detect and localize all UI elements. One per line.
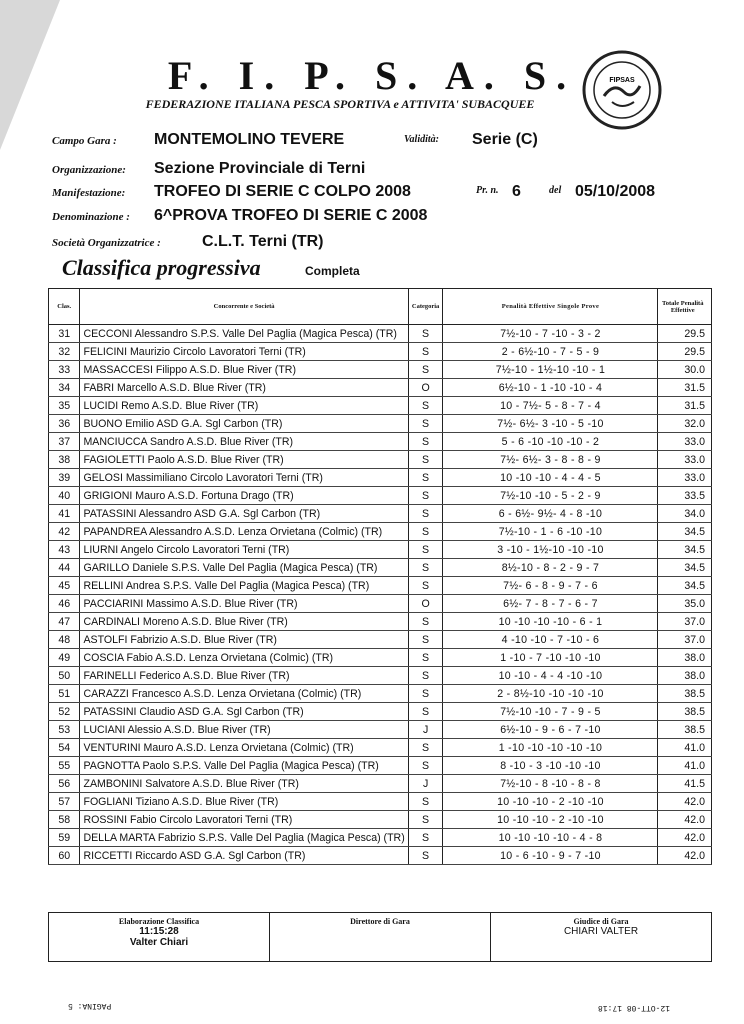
row-totale: 42.0: [658, 829, 712, 847]
row-totale: 38.5: [658, 685, 712, 703]
row-clas: 47: [49, 613, 80, 631]
row-penalita: 10 -10 -10 - 2 -10 -10: [443, 811, 658, 829]
row-name: CECCONI Alessandro S.P.S. Valle Del Paglia (Magica Pesca) (TR): [80, 325, 408, 343]
row-categoria: S: [408, 703, 443, 721]
row-totale: 38.5: [658, 703, 712, 721]
row-totale: 31.5: [658, 397, 712, 415]
row-penalita: 6½-10 - 9 - 6 - 7 -10: [443, 721, 658, 739]
row-penalita: 10 -10 - 4 - 4 -10 -10: [443, 667, 658, 685]
table-row: [49, 775, 712, 793]
header-penalita: Penalità Effettive Singole Prove: [443, 289, 658, 325]
row-totale: 41.0: [658, 739, 712, 757]
document-title: F. I. P. S. A. S.: [167, 53, 577, 98]
row-totale: 42.0: [658, 793, 712, 811]
row-totale: 38.5: [658, 721, 712, 739]
campo-gara-label: Campo Gara :: [52, 135, 117, 147]
footer-table: [48, 912, 712, 962]
row-clas: 56: [49, 775, 80, 793]
row-categoria: S: [408, 541, 443, 559]
table-row: [49, 397, 712, 415]
validita-label: Validità:: [404, 134, 440, 145]
row-name: RELLINI Andrea S.P.S. Valle Del Paglia (Magica Pesca) (TR): [80, 577, 408, 595]
row-totale: 37.0: [658, 631, 712, 649]
row-totale: 35.0: [658, 595, 712, 613]
table-row: [49, 379, 712, 397]
manifestazione-row: [52, 183, 712, 205]
societa-value: C.L.T. Terni (TR): [202, 233, 324, 250]
table-row: [49, 559, 712, 577]
row-clas: 36: [49, 415, 80, 433]
row-clas: 45: [49, 577, 80, 595]
row-name: FARINELLI Federico A.S.D. Blue River (TR): [80, 667, 408, 685]
row-clas: 33: [49, 361, 80, 379]
table-row: [49, 523, 712, 541]
row-penalita: 10 - 6 -10 - 9 - 7 -10: [443, 847, 658, 865]
row-penalita: 2 - 6½-10 - 7 - 5 - 9: [443, 343, 658, 361]
row-name: COSCIA Fabio A.S.D. Lenza Orvietana (Colmic) (TR): [80, 649, 408, 667]
row-name: GARILLO Daniele S.P.S. Valle Del Paglia (Magica Pesca) (TR): [80, 559, 408, 577]
row-clas: 39: [49, 469, 80, 487]
row-clas: 52: [49, 703, 80, 721]
row-totale: 33.0: [658, 451, 712, 469]
row-penalita: 4 -10 -10 - 7 -10 - 6: [443, 631, 658, 649]
row-clas: 41: [49, 505, 80, 523]
giudice-name: CHIARI VALTER: [563, 926, 639, 937]
row-totale: 29.5: [658, 343, 712, 361]
document-subtitle: FEDERAZIONE ITALIANA PESCA SPORTIVA e ATTIVITA' SUBACQUEE: [145, 97, 535, 111]
organizzazione-row: [52, 160, 712, 182]
row-categoria: S: [408, 343, 443, 361]
row-clas: 53: [49, 721, 80, 739]
row-totale: 42.0: [658, 811, 712, 829]
row-categoria: O: [408, 379, 443, 397]
row-totale: 42.0: [658, 847, 712, 865]
table-row: [49, 631, 712, 649]
row-clas: 43: [49, 541, 80, 559]
row-categoria: O: [408, 595, 443, 613]
row-categoria: S: [408, 559, 443, 577]
row-name: ASTOLFI Fabrizio A.S.D. Blue River (TR): [80, 631, 408, 649]
elaborazione-cell: [49, 913, 270, 962]
row-categoria: S: [408, 397, 443, 415]
row-categoria: S: [408, 505, 443, 523]
table-row: [49, 613, 712, 631]
row-penalita: 10 -10 -10 -10 - 4 - 8: [443, 829, 658, 847]
row-name: GELOSI Massimiliano Circolo Lavoratori Terni (TR): [80, 469, 408, 487]
row-categoria: S: [408, 757, 443, 775]
table-row: [49, 721, 712, 739]
table-row: [49, 847, 712, 865]
row-name: LUCIDI Remo A.S.D. Blue River (TR): [80, 397, 408, 415]
row-categoria: S: [408, 613, 443, 631]
table-row: [49, 649, 712, 667]
table-row: [49, 343, 712, 361]
header-totale: Totale Penalità Effettive: [658, 289, 712, 325]
manifestazione-value: TROFEO DI SERIE C COLPO 2008: [154, 183, 411, 200]
giudice-title: Giudice di Gara: [573, 917, 629, 926]
row-totale: 33.0: [658, 433, 712, 451]
campo-gara-row: [52, 131, 712, 153]
row-penalita: 2 - 8½-10 -10 -10 -10: [443, 685, 658, 703]
denominazione-row: [52, 207, 712, 229]
row-name: ROSSINI Fabio Circolo Lavoratori Terni (TR): [80, 811, 408, 829]
row-name: MASSACCESI Filippo A.S.D. Blue River (TR): [80, 361, 408, 379]
fipsas-logo-icon: [582, 50, 662, 130]
row-penalita: 6½- 7 - 8 - 7 - 6 - 7: [443, 595, 658, 613]
row-penalita: 5 - 6 -10 -10 -10 - 2: [443, 433, 658, 451]
row-totale: 32.0: [658, 415, 712, 433]
table-row: [49, 667, 712, 685]
table-row: [49, 595, 712, 613]
row-penalita: 3 -10 - 1½-10 -10 -10: [443, 541, 658, 559]
row-penalita: 7½-10 - 7 -10 - 3 - 2: [443, 325, 658, 343]
classifica-title: Classifica progressiva: [62, 255, 261, 280]
row-clas: 46: [49, 595, 80, 613]
table-row: [49, 739, 712, 757]
row-categoria: S: [408, 739, 443, 757]
row-totale: 31.5: [658, 379, 712, 397]
del-label: del: [549, 185, 562, 196]
row-clas: 44: [49, 559, 80, 577]
row-categoria: S: [408, 361, 443, 379]
row-name: PATASSINI Claudio ASD G.A. Sgl Carbon (TR): [80, 703, 408, 721]
row-totale: 30.0: [658, 361, 712, 379]
row-totale: 34.5: [658, 559, 712, 577]
row-name: BUONO Emilio ASD G.A. Sgl Carbon (TR): [80, 415, 408, 433]
row-categoria: S: [408, 685, 443, 703]
row-penalita: 6 - 6½- 9½- 4 - 8 -10: [443, 505, 658, 523]
row-categoria: S: [408, 793, 443, 811]
row-clas: 49: [49, 649, 80, 667]
table-row: [49, 703, 712, 721]
row-clas: 34: [49, 379, 80, 397]
table-row: [49, 811, 712, 829]
row-penalita: 6½-10 - 1 -10 -10 - 4: [443, 379, 658, 397]
row-totale: 34.5: [658, 577, 712, 595]
organizzazione-value: Sezione Provinciale di Terni: [154, 160, 366, 177]
row-totale: 29.5: [658, 325, 712, 343]
table-row: [49, 487, 712, 505]
table-row: [49, 433, 712, 451]
row-clas: 40: [49, 487, 80, 505]
row-name: DELLA MARTA Fabrizio S.P.S. Valle Del Paglia (Magica Pesca) (TR): [80, 829, 408, 847]
row-name: MANCIUCCA Sandro A.S.D. Blue River (TR): [80, 433, 408, 451]
row-clas: 38: [49, 451, 80, 469]
row-clas: 31: [49, 325, 80, 343]
table-row: [49, 685, 712, 703]
row-penalita: 10 - 7½- 5 - 8 - 7 - 4: [443, 397, 658, 415]
row-categoria: S: [408, 829, 443, 847]
elaborazione-time: 11:15:28: [139, 926, 179, 937]
row-totale: 34.5: [658, 541, 712, 559]
row-categoria: S: [408, 649, 443, 667]
row-penalita: 8 -10 - 3 -10 -10 -10: [443, 757, 658, 775]
table-row: [49, 415, 712, 433]
row-categoria: S: [408, 433, 443, 451]
row-penalita: 7½-10 - 8 -10 - 8 - 8: [443, 775, 658, 793]
row-name: LIURNI Angelo Circolo Lavoratori Terni (TR): [80, 541, 408, 559]
row-categoria: S: [408, 325, 443, 343]
row-categoria: J: [408, 721, 443, 739]
societa-row: [52, 233, 712, 255]
row-name: ZAMBONINI Salvatore A.S.D. Blue River (TR): [80, 775, 408, 793]
fax-timestamp-text: 12-OTT-08 17:18: [598, 1003, 671, 1012]
direttore-cell: [270, 913, 491, 962]
table-row: [49, 469, 712, 487]
row-penalita: 7½-10 -10 - 5 - 2 - 9: [443, 487, 658, 505]
row-clas: 57: [49, 793, 80, 811]
prova-label: Pr. n.: [476, 185, 499, 196]
row-penalita: 10 -10 -10 - 2 -10 -10: [443, 793, 658, 811]
giudice-cell: [491, 913, 712, 962]
campo-gara-value: MONTEMOLINO TEVERE: [154, 131, 345, 148]
validita-value: Serie (C): [472, 131, 538, 148]
row-categoria: S: [408, 415, 443, 433]
header-clas: Clas.: [49, 289, 80, 325]
row-name: LUCIANI Alessio A.S.D. Blue River (TR): [80, 721, 408, 739]
societa-label: Società Organizzatrice :: [52, 237, 161, 249]
row-name: GRIGIONI Mauro A.S.D. Fortuna Drago (TR): [80, 487, 408, 505]
direttore-title: Direttore di Gara: [350, 917, 410, 926]
row-totale: 38.0: [658, 649, 712, 667]
table-row: [49, 541, 712, 559]
header-categoria: Categoria: [408, 289, 443, 325]
row-categoria: S: [408, 847, 443, 865]
table-row: [49, 577, 712, 595]
row-name: FAGIOLETTI Paolo A.S.D. Blue River (TR): [80, 451, 408, 469]
row-totale: 34.5: [658, 523, 712, 541]
row-penalita: 1 -10 -10 -10 -10 -10: [443, 739, 658, 757]
row-categoria: S: [408, 577, 443, 595]
row-clas: 42: [49, 523, 80, 541]
manifestazione-label: Manifestazione:: [52, 187, 126, 199]
denominazione-label: Denominazione :: [52, 211, 130, 223]
row-name: RICCETTI Riccardo ASD G.A. Sgl Carbon (TR): [80, 847, 408, 865]
row-totale: 41.0: [658, 757, 712, 775]
row-categoria: S: [408, 631, 443, 649]
table-header-row: [49, 289, 712, 325]
row-penalita: 7½- 6½- 3 - 8 - 8 - 9: [443, 451, 658, 469]
row-penalita: 10 -10 -10 - 4 - 4 - 5: [443, 469, 658, 487]
row-categoria: S: [408, 667, 443, 685]
row-name: FELICINI Maurizio Circolo Lavoratori Terni (TR): [80, 343, 408, 361]
row-clas: 50: [49, 667, 80, 685]
table-row: [49, 793, 712, 811]
prova-value: 6: [512, 183, 521, 200]
classifica-subtitle: Completa: [305, 264, 360, 278]
table-row: [49, 325, 712, 343]
row-name: FABRI Marcello A.S.D. Blue River (TR): [80, 379, 408, 397]
row-penalita: 7½-10 - 1½-10 -10 - 1: [443, 361, 658, 379]
row-clas: 48: [49, 631, 80, 649]
elaborazione-title: Elaborazione Classifica: [118, 917, 200, 926]
table-row: [49, 829, 712, 847]
row-name: PAPANDREA Alessandro A.S.D. Lenza Orvietana (Colmic) (TR): [80, 523, 408, 541]
row-clas: 58: [49, 811, 80, 829]
data-value: 05/10/2008: [575, 183, 656, 200]
row-penalita: 7½- 6½- 3 -10 - 5 -10: [443, 415, 658, 433]
row-clas: 60: [49, 847, 80, 865]
denominazione-value: 6^PROVA TROFEO DI SERIE C 2008: [154, 207, 428, 224]
row-name: PAGNOTTA Paolo S.P.S. Valle Del Paglia (Magica Pesca) (TR): [80, 757, 408, 775]
table-row: [49, 361, 712, 379]
row-categoria: J: [408, 775, 443, 793]
row-clas: 35: [49, 397, 80, 415]
row-name: CARDINALI Moreno A.S.D. Blue River (TR): [80, 613, 408, 631]
row-name: CARAZZI Francesco A.S.D. Lenza Orvietana (Colmic) (TR): [80, 685, 408, 703]
table-row: [49, 505, 712, 523]
row-clas: 59: [49, 829, 80, 847]
svg-text:FIPSAS: FIPSAS: [609, 77, 635, 84]
row-totale: 33.5: [658, 487, 712, 505]
row-clas: 37: [49, 433, 80, 451]
row-penalita: 1 -10 - 7 -10 -10 -10: [443, 649, 658, 667]
row-clas: 55: [49, 757, 80, 775]
row-categoria: S: [408, 451, 443, 469]
row-penalita: 10 -10 -10 -10 - 6 - 1: [443, 613, 658, 631]
organizzazione-label: Organizzazione:: [52, 164, 126, 176]
row-totale: 38.0: [658, 667, 712, 685]
row-clas: 54: [49, 739, 80, 757]
row-penalita: 7½- 6 - 8 - 9 - 7 - 6: [443, 577, 658, 595]
row-name: PATASSINI Alessandro ASD G.A. Sgl Carbon (TR): [80, 505, 408, 523]
row-name: VENTURINI Mauro A.S.D. Lenza Orvietana (Colmic) (TR): [80, 739, 408, 757]
results-table: [48, 288, 712, 865]
row-totale: 33.0: [658, 469, 712, 487]
row-name: FOGLIANI Tiziano A.S.D. Blue River (TR): [80, 793, 408, 811]
row-penalita: 7½-10 - 1 - 6 -10 -10: [443, 523, 658, 541]
table-row: [49, 757, 712, 775]
table-row: [49, 451, 712, 469]
row-totale: 34.0: [658, 505, 712, 523]
elaborazione-name: Valter Chiari: [129, 937, 189, 948]
page-number-text: PAGINA: 5: [68, 1001, 112, 1010]
row-categoria: S: [408, 469, 443, 487]
row-categoria: S: [408, 487, 443, 505]
row-clas: 32: [49, 343, 80, 361]
header-concorrente: Concorrente e Società: [80, 289, 408, 325]
row-name: PACCIARINI Massimo A.S.D. Blue River (TR): [80, 595, 408, 613]
row-categoria: S: [408, 523, 443, 541]
row-penalita: 8½-10 - 8 - 2 - 9 - 7: [443, 559, 658, 577]
table-body: [49, 325, 712, 865]
row-totale: 37.0: [658, 613, 712, 631]
row-totale: 41.5: [658, 775, 712, 793]
row-clas: 51: [49, 685, 80, 703]
row-categoria: S: [408, 811, 443, 829]
row-penalita: 7½-10 -10 - 7 - 9 - 5: [443, 703, 658, 721]
